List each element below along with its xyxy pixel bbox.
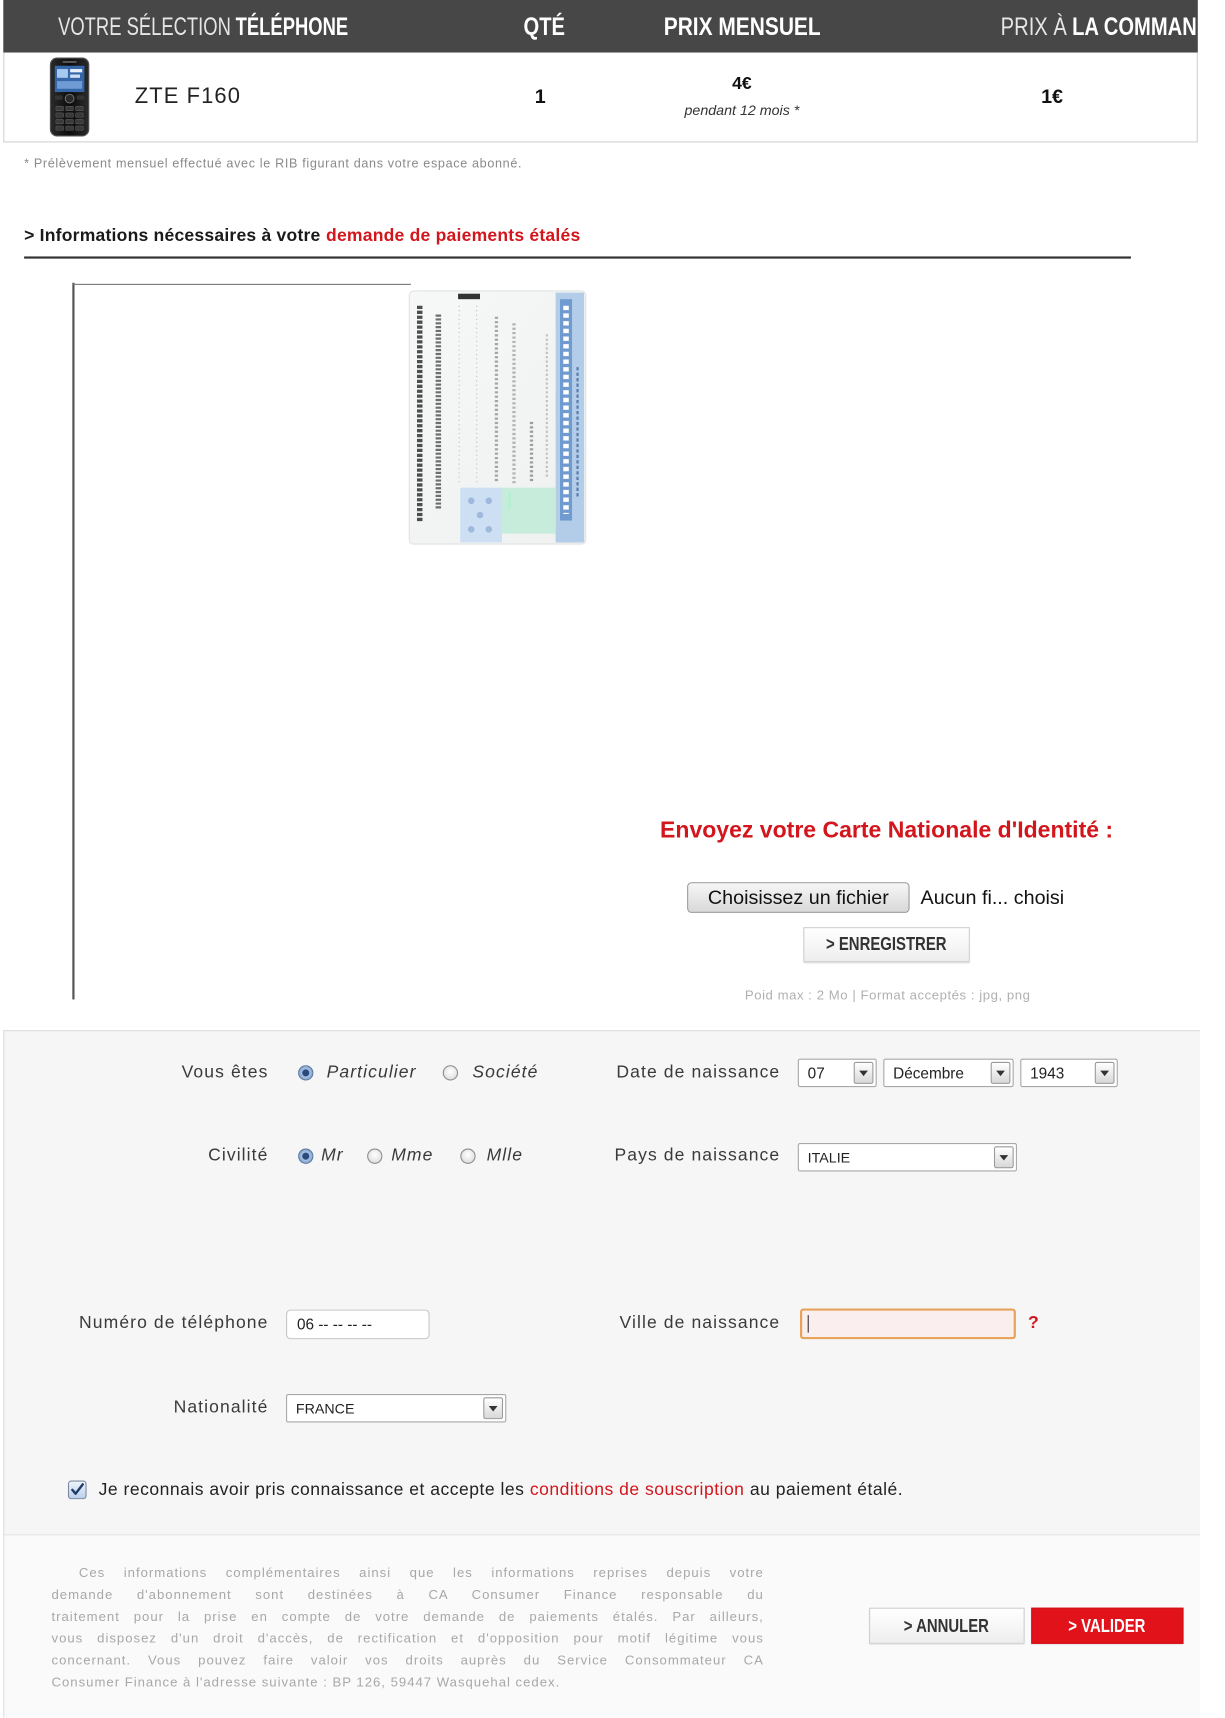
legal-line: Consumer Finance à l'adresse suivante : BP 126, 59447 Wasquehal cedex. — [51, 1674, 561, 1690]
cancel-button-label: > ANNULER — [904, 1615, 990, 1637]
nationality-label: Nationalité — [173, 1398, 269, 1417]
consent-text — [99, 1479, 903, 1501]
column-header-selection-light: VOTRE SÉLECTION — [58, 12, 231, 41]
chevron-down-icon[interactable] — [483, 1397, 503, 1419]
chevron-down-icon[interactable] — [991, 1062, 1011, 1084]
product-name: ZTE F160 — [134, 84, 242, 109]
file-status: Aucun fi... choisi — [920, 886, 1065, 909]
legal-line: traitement pour la prise en compte de votre demande de paiements étalés. Par ailleurs, — [51, 1608, 764, 1625]
birth-country-label: Pays de naissance — [614, 1146, 781, 1165]
birth-city-help-text: ? — [1027, 1313, 1039, 1333]
birth-month-value: Décembre — [893, 1064, 964, 1082]
radio-mlle[interactable] — [460, 1148, 475, 1163]
order-price: 1€ — [1041, 85, 1064, 108]
phone-input[interactable] — [286, 1310, 430, 1340]
id-upload-title-text: Envoyez votre Carte Nationale d'Identité : — [660, 817, 1114, 843]
save-button[interactable] — [803, 927, 970, 962]
birth-city-help-icon[interactable] — [1028, 1313, 1039, 1335]
upload-hint: Poid max : 2 Mo | Format acceptés : jpg, png — [744, 987, 1031, 1003]
phone-label: Numéro de téléphone — [79, 1313, 269, 1333]
cart-header — [3, 0, 1225, 53]
legal-line: concernant. Vous pouvez faire valoir vos droits auprès du Service Consommateur CA — [51, 1652, 764, 1668]
consent-text-before: Je reconnais avoir pris connaissance et accepte les — [98, 1480, 525, 1500]
column-header-order-price-light: PRIX À — [1000, 12, 1067, 41]
chevron-down-icon[interactable] — [994, 1146, 1014, 1168]
birth-day-value: 07 — [807, 1064, 825, 1082]
section-title-prefix: > Informations nécessaires à votre — [24, 226, 321, 246]
checkmark-icon — [69, 1482, 85, 1498]
phone-image — [49, 57, 90, 137]
column-header-order-price — [945, 0, 1225, 53]
column-header-monthly-price-text: PRIX MENSUEL — [663, 12, 821, 41]
birth-city-input[interactable] — [800, 1308, 1016, 1339]
column-header-selection — [58, 0, 455, 53]
column-header-selection-bold: TÉLÉPHONE — [235, 12, 349, 41]
phone-input-value: 06 -- -- -- -- — [296, 1315, 372, 1333]
birth-year-value: 1943 — [1030, 1064, 1065, 1082]
column-header-monthly-price — [632, 0, 851, 53]
radio-mlle-label[interactable]: Mlle — [486, 1146, 524, 1165]
legal-line: demande d'abonnement sont destinées à CA Consumer Finance responsable du — [51, 1586, 764, 1603]
legal-line: vous disposez d'un droit d'accès, de rectification et d'opposition pour motif légitime vous — [51, 1630, 764, 1647]
column-header-order-price-bold: LA COMMANDE — [1072, 12, 1225, 41]
radio-societe[interactable] — [443, 1065, 458, 1080]
radio-mr[interactable] — [298, 1148, 313, 1163]
cart-footnote: * Prélèvement mensuel effectué avec le RIB figurant dans votre espace abonné. — [24, 157, 523, 171]
monthly-price: 4€ — [732, 74, 752, 94]
radio-mme-label[interactable]: Mme — [391, 1146, 434, 1165]
cancel-button[interactable] — [869, 1608, 1025, 1644]
preview-frame-top-border — [72, 284, 411, 285]
section-title — [24, 226, 580, 248]
id-card-image — [409, 290, 587, 544]
legal-notice — [52, 1562, 764, 1694]
section-divider — [24, 256, 1131, 258]
product-quantity: 1 — [534, 85, 546, 108]
civility-label: Civilité — [208, 1146, 269, 1165]
column-header-quantity — [435, 0, 654, 53]
birth-country-value: ITALIE — [807, 1149, 851, 1167]
nationality-value: FRANCE — [295, 1400, 355, 1417]
radio-societe-label[interactable]: Société — [472, 1063, 539, 1082]
birth-day-select[interactable] — [798, 1059, 877, 1087]
customer-type-label: Vous êtes — [181, 1063, 269, 1082]
chevron-down-icon[interactable] — [854, 1062, 874, 1084]
chevron-down-icon[interactable] — [1095, 1062, 1115, 1084]
section-title-highlight: demande de paiements étalés — [326, 226, 581, 246]
birth-city-label: Ville de naissance — [619, 1313, 781, 1333]
submit-button[interactable] — [1031, 1608, 1183, 1644]
column-header-order-price-text — [1001, 0, 1225, 53]
phone-thumbnail — [49, 57, 90, 137]
id-upload-title — [613, 818, 1161, 844]
id-card-preview — [409, 290, 587, 544]
birth-country-select[interactable] — [798, 1143, 1017, 1171]
consent-text-after: au paiement étalé. — [749, 1480, 904, 1500]
birth-year-select[interactable] — [1020, 1059, 1118, 1087]
column-header-selection-text — [58, 0, 348, 53]
birth-date-label: Date de naissance — [616, 1063, 781, 1082]
choose-file-button[interactable]: Choisissez un fichier — [687, 882, 909, 913]
legal-line: Ces informations complémentaires ainsi que les informations reprises depuis votre — [78, 1564, 764, 1581]
monthly-duration: pendant 12 mois * — [684, 101, 800, 119]
conditions-link[interactable]: conditions de souscription — [529, 1480, 745, 1500]
radio-particulier[interactable] — [298, 1065, 313, 1080]
birth-month-select[interactable] — [883, 1059, 1013, 1087]
nationality-select[interactable] — [286, 1394, 506, 1422]
save-button-label: > ENREGISTRER — [826, 933, 947, 955]
submit-button-label: > VALIDER — [1068, 1615, 1146, 1637]
radio-mme[interactable] — [367, 1148, 382, 1163]
radio-mr-label[interactable]: Mr — [321, 1146, 344, 1165]
preview-frame-left-border — [72, 283, 74, 1000]
radio-particulier-label[interactable]: Particulier — [326, 1063, 417, 1082]
column-header-quantity-text: QTÉ — [523, 12, 566, 41]
consent-checkbox[interactable] — [68, 1481, 87, 1500]
text-caret — [808, 1315, 809, 1333]
